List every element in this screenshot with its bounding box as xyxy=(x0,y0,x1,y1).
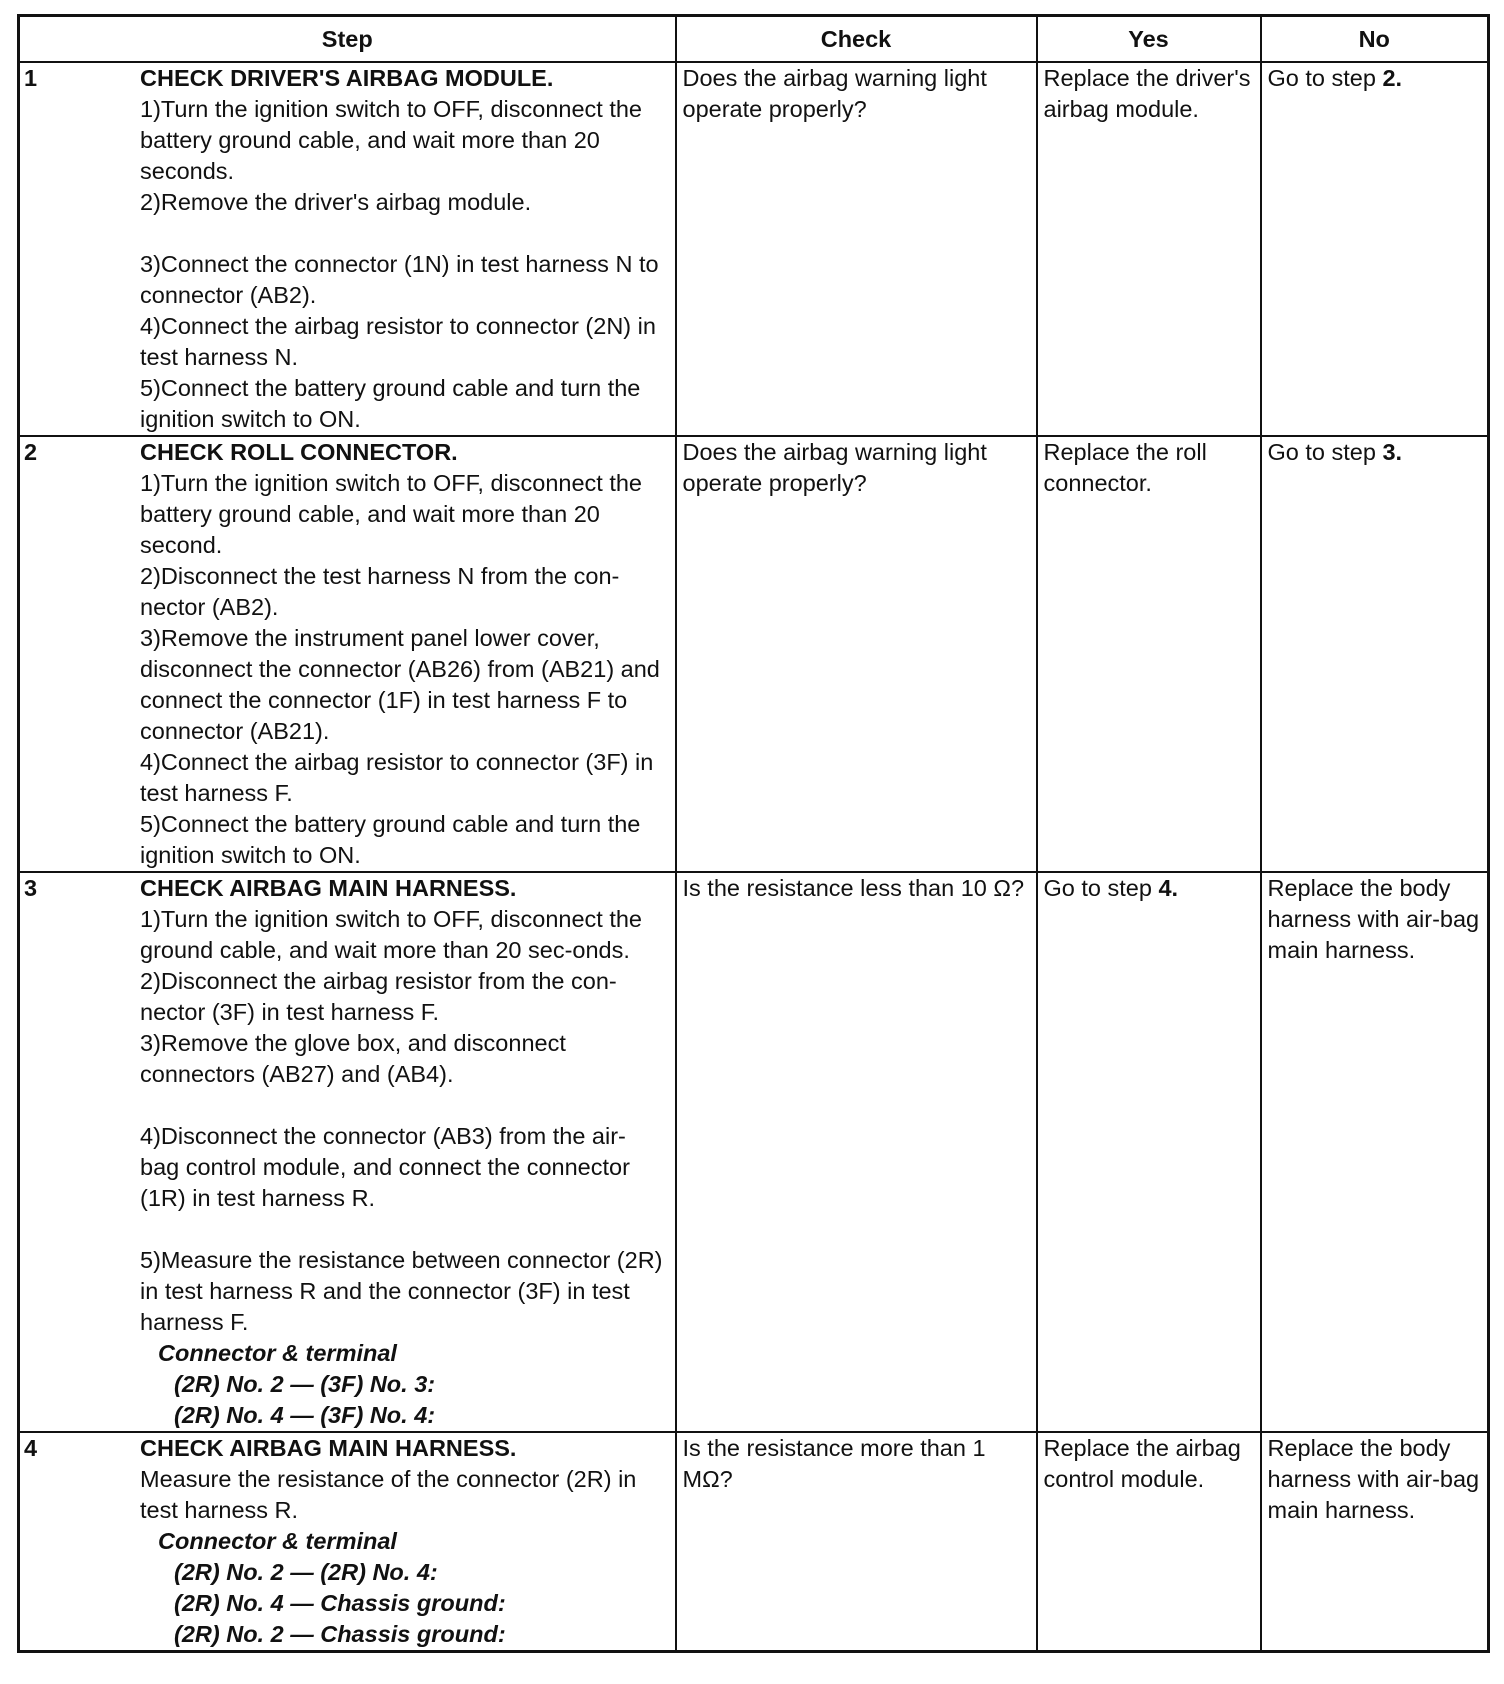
header-yes: Yes xyxy=(1037,16,1261,63)
table-row xyxy=(19,436,1489,872)
connector-terminal-heading: Connector & terminal xyxy=(158,1340,397,1366)
step-instruction: 2)Disconnect the test harness N from the con-nector (AB2). xyxy=(140,563,620,620)
blank-line xyxy=(140,1214,665,1245)
table-header-row xyxy=(19,16,1489,63)
table-row xyxy=(19,1432,1489,1652)
step-instruction: Measure the resistance of the connector (2R) in test harness R. xyxy=(140,1466,637,1523)
step-instruction: 1)Turn the ignition switch to OFF, disconnect the battery ground cable, and wait more than 20 seconds. xyxy=(140,96,643,184)
no-cell xyxy=(1261,62,1489,436)
step-instruction: 4)Connect the airbag resistor to connector (2N) in test harness N. xyxy=(140,313,656,370)
step-title: CHECK AIRBAG MAIN HARNESS. xyxy=(140,1435,517,1461)
document-page xyxy=(17,14,1487,1653)
no-step-ref: 3. xyxy=(1382,439,1403,465)
step-instruction: 4)Connect the airbag resistor to connector (3F) in test harness F. xyxy=(140,749,654,806)
step-instruction: 1)Turn the ignition switch to OFF, disconnect the ground cable, and wait more than 20 sec-onds. xyxy=(140,906,643,963)
step-body xyxy=(140,63,665,435)
diagnostic-table xyxy=(17,14,1490,1653)
connector-terminal-item: (2R) No. 2 — (3F) No. 3: xyxy=(174,1371,436,1397)
check-cell: Does the airbag warning light operate properly? xyxy=(676,62,1037,436)
step-instruction: 3)Remove the glove box, and disconnect connectors (AB27) and (AB4). xyxy=(140,1030,566,1087)
yes-cell: Replace the roll connector. xyxy=(1037,436,1261,872)
step-number: 3 xyxy=(24,875,38,901)
blank-line xyxy=(140,218,665,249)
connector-terminal-item: (2R) No. 2 — (2R) No. 4: xyxy=(174,1559,438,1585)
no-cell xyxy=(1261,436,1489,872)
connector-terminal-heading: Connector & terminal xyxy=(158,1528,397,1554)
step-title: CHECK ROLL CONNECTOR. xyxy=(140,439,458,465)
yes-cell: Replace the airbag control module. xyxy=(1037,1432,1261,1652)
step-cell xyxy=(19,1432,676,1652)
step-instruction: 5)Connect the battery ground cable and turn the ignition switch to ON. xyxy=(140,375,641,432)
header-step: Step xyxy=(19,16,676,63)
header-check: Check xyxy=(676,16,1037,63)
no-cell: Replace the body harness with air-bag main harness. xyxy=(1261,1432,1489,1652)
step-instruction: 5)Connect the battery ground cable and turn the ignition switch to ON. xyxy=(140,811,641,868)
step-number: 4 xyxy=(24,1435,38,1461)
step-cell xyxy=(19,436,676,872)
yes-cell: Replace the driver's airbag module. xyxy=(1037,62,1261,436)
table-row xyxy=(19,872,1489,1432)
no-step-ref: 2. xyxy=(1382,65,1403,91)
no-text: Go to step xyxy=(1267,65,1383,91)
step-cell xyxy=(19,872,676,1432)
blank-line xyxy=(140,1090,665,1121)
yes-step-ref: 4. xyxy=(1158,875,1179,901)
step-instruction: 3)Remove the instrument panel lower cover, disconnect the connector (AB26) from (AB21) and connect the connector (1F) in test harness F to connector (AB21). xyxy=(140,625,660,744)
step-instruction: 2)Disconnect the airbag resistor from the con-nector (3F) in test harness F. xyxy=(140,968,617,1025)
step-instruction: 4)Disconnect the connector (AB3) from the air-bag control module, and connect the connector (1R) in test harness R. xyxy=(140,1123,630,1211)
step-title: CHECK DRIVER'S AIRBAG MODULE. xyxy=(140,65,554,91)
check-cell: Does the airbag warning light operate properly? xyxy=(676,436,1037,872)
step-title: CHECK AIRBAG MAIN HARNESS. xyxy=(140,875,517,901)
connector-terminal-item: (2R) No. 4 — Chassis ground: xyxy=(174,1590,506,1616)
no-cell: Replace the body harness with air-bag main harness. xyxy=(1261,872,1489,1432)
yes-text: Go to step xyxy=(1043,875,1159,901)
step-number: 1 xyxy=(24,65,38,91)
step-instruction: 5)Measure the resistance between connector (2R) in test harness R and the connector (3F) in test harness F. xyxy=(140,1247,663,1335)
step-instruction: 1)Turn the ignition switch to OFF, disconnect the battery ground cable, and wait more than 20 second. xyxy=(140,470,643,558)
step-body xyxy=(140,437,665,871)
connector-terminal-item: (2R) No. 4 — (3F) No. 4: xyxy=(174,1402,436,1428)
header-no: No xyxy=(1261,16,1489,63)
step-body xyxy=(140,1433,665,1650)
step-cell xyxy=(19,62,676,436)
table-row xyxy=(19,62,1489,436)
no-text: Go to step xyxy=(1267,439,1383,465)
step-instruction: 3)Connect the connector (1N) in test harness N to connector (AB2). xyxy=(140,251,659,308)
step-instruction: 2)Remove the driver's airbag module. xyxy=(140,189,532,215)
yes-cell xyxy=(1037,872,1261,1432)
check-cell: Is the resistance more than 1 MΩ? xyxy=(676,1432,1037,1652)
connector-terminal-item: (2R) No. 2 — Chassis ground: xyxy=(174,1621,506,1647)
check-cell: Is the resistance less than 10 Ω? xyxy=(676,872,1037,1432)
step-body xyxy=(140,873,665,1431)
step-number: 2 xyxy=(24,439,38,465)
